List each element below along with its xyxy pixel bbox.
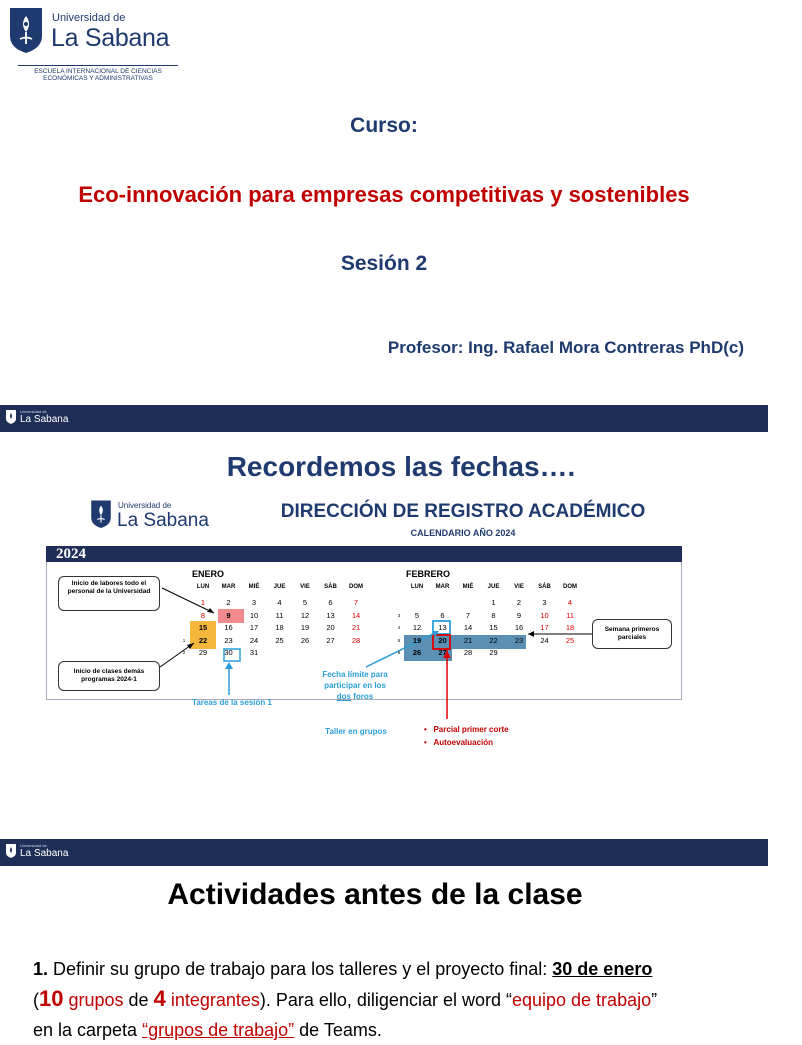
slide-header-banner <box>0 839 768 866</box>
note-fecha-limite <box>305 669 405 702</box>
day-of-week-header: JUE <box>273 584 286 590</box>
calendar-day: 21 <box>351 623 361 633</box>
calendar-day: 3 <box>542 598 547 607</box>
note-fecha-limite-line3 <box>305 691 405 702</box>
calendar-day: 23 <box>514 635 524 645</box>
calendar-day: 28 <box>351 635 361 645</box>
calendar-day: 18 <box>565 623 575 633</box>
item-text-2: ). Para ello, diligenciar el word “ <box>259 990 512 1010</box>
day-of-week-header: LUN <box>196 584 210 590</box>
note-parcial: Parcial primer corte <box>433 725 509 734</box>
calendar-day: 13 <box>326 610 335 620</box>
calendar-day: 25 <box>275 635 284 645</box>
note-fecha-limite-line2: participar en los <box>324 681 386 690</box>
quote-close: ” <box>651 990 658 1010</box>
day-of-week-header: DOM <box>563 584 577 590</box>
calendar-day: 31 <box>249 648 259 658</box>
calendar-subheading: CALENDARIO AÑO 2024 <box>410 528 516 538</box>
callout-semana-parciales: Semana primeros parciales <box>592 619 672 649</box>
calendar-day: 4 <box>567 598 573 607</box>
course-label: Curso: <box>350 114 418 137</box>
callout-inicio-clases: Inicio de clases demás programas 2024-1 <box>58 661 160 691</box>
professor-name: Profesor: Ing. Rafael Mora Contreras PhD(c) <box>387 338 744 357</box>
calendar-day: 24 <box>249 635 259 645</box>
calendar-day: 19 <box>412 635 422 645</box>
calendar-day: 23 <box>224 635 233 645</box>
calendar-logo-small: Universidad de <box>118 501 172 510</box>
calendar-day: 30 <box>224 648 233 658</box>
note-dos: dos <box>336 692 351 701</box>
calendar-day: 10 <box>540 610 549 620</box>
calendar-day: 5 <box>414 610 420 620</box>
dates-slide <box>0 433 768 839</box>
activity-item-1 <box>33 954 745 1045</box>
calendar-day: 3 <box>251 598 257 607</box>
calendar-day: 20 <box>438 635 447 645</box>
slide-header-banner <box>0 405 768 432</box>
item-text-4: de Teams. <box>294 1020 382 1040</box>
calendar-day: 6 <box>440 610 445 620</box>
callout-inicio-labores: Inicio de labores todo el personal de la Universidad <box>58 576 160 611</box>
calendar-day: 26 <box>300 635 310 645</box>
calendar-day: 15 <box>489 623 498 633</box>
day-of-week-header: MAR <box>221 584 236 590</box>
dates-slide-title: Recordemos las fechas…. <box>226 451 576 482</box>
calendar-day: 4 <box>277 598 282 607</box>
calendar-day: 1 <box>491 598 496 607</box>
calendar-day: 29 <box>489 648 498 658</box>
calendar-day: 18 <box>275 623 284 633</box>
item-number: 1. <box>33 959 49 979</box>
banner-crest-icon <box>6 844 16 858</box>
day-of-week-header: VIE <box>300 584 310 590</box>
calendar-day: 12 <box>412 623 422 633</box>
activities-title: Actividades antes de la clase <box>167 878 583 911</box>
calendar-day: 17 <box>249 623 259 633</box>
university-crest-icon <box>8 6 44 54</box>
month-label-enero: ENERO <box>192 569 225 579</box>
calendar-day: 14 <box>463 623 473 633</box>
calendar-year: 2024 <box>56 546 86 562</box>
logo-school-name: ESCUELA INTERNACIONAL DE CIENCIAS ECONÓMICAS Y ADMINISTRATIVAS <box>34 68 162 82</box>
logo-divider <box>18 65 178 66</box>
equipo-word: equipo de trabajo <box>511 990 652 1010</box>
week-number: 6 <box>397 650 401 656</box>
calendar-day: 27 <box>326 635 335 645</box>
week-number: 1 <box>182 637 186 643</box>
calendar-day: 28 <box>463 648 473 658</box>
item-text-3: en la carpeta <box>33 1020 143 1040</box>
note-parcial-list <box>424 723 509 749</box>
calendar-day: 17 <box>540 623 549 633</box>
note-tareas: Tareas de la sesión 1 <box>192 698 272 707</box>
note-foros: foros <box>351 692 374 701</box>
calendar-day: 5 <box>302 598 308 607</box>
day-of-week-header: VIE <box>514 584 524 590</box>
calendar-day: 6 <box>328 598 333 607</box>
calendar-day: 14 <box>351 610 361 620</box>
calendar-day: 24 <box>540 635 549 645</box>
note-fecha-limite-line1: Fecha límite para <box>322 670 388 679</box>
calendar-day: 26 <box>412 648 422 658</box>
day-of-week-header: MIÉ <box>248 584 260 590</box>
calendar-day: 11 <box>566 610 574 620</box>
grupos-word: grupos <box>63 990 124 1010</box>
day-of-week-header: MIÉ <box>462 584 474 590</box>
calendar-heading: DIRECCIÓN DE REGISTRO ACADÉMICO <box>280 501 646 522</box>
calendar-logo-big: La Sabana <box>117 510 209 531</box>
banner-logo-small: Universidad de <box>20 843 47 848</box>
activities-slide <box>0 866 768 1040</box>
day-of-week-header: MAR <box>435 584 450 590</box>
day-of-week-header: JUE <box>487 584 500 590</box>
calendar-day: 8 <box>491 610 496 620</box>
week-number: 2 <box>182 650 186 656</box>
banner-logo-big: La Sabana <box>20 414 69 425</box>
day-of-week-header: LUN <box>410 584 424 590</box>
calendar-day: 7 <box>353 598 359 607</box>
calendar-day: 9 <box>516 610 522 620</box>
calendar-day: 22 <box>198 635 208 645</box>
calendar-day: 19 <box>300 623 310 633</box>
week-number: 5 <box>397 637 401 643</box>
calendar-day: 8 <box>200 610 206 620</box>
calendar-day: 25 <box>565 635 575 645</box>
month-label-febrero: FEBRERO <box>406 569 451 579</box>
week-number: 4 <box>397 625 401 631</box>
calendar-day: 27 <box>438 648 447 658</box>
calendar-day: 2 <box>226 598 231 607</box>
calendar-day: 16 <box>514 623 524 633</box>
banner-crest-icon <box>6 410 16 424</box>
calendar-day: 13 <box>438 623 447 633</box>
calendar-day: 9 <box>226 610 231 620</box>
deadline-date: 30 de enero <box>552 959 653 979</box>
title-slide <box>0 0 768 405</box>
calendar-day: 21 <box>463 635 473 645</box>
day-of-week-header: SÁB <box>538 584 551 590</box>
banner-logo-big: La Sabana <box>20 848 69 859</box>
calendar-day: 12 <box>300 610 310 620</box>
calendar-day: 29 <box>198 648 208 658</box>
logo-text-big: La Sabana <box>51 24 170 52</box>
note-autoevaluacion: Autoevaluación <box>433 738 494 747</box>
note-taller: Taller en grupos <box>325 727 387 736</box>
calendar-day: 15 <box>198 623 208 633</box>
calendar-day: 11 <box>275 610 284 620</box>
calendar-day: 10 <box>249 610 259 620</box>
calendar-day: 7 <box>465 610 471 620</box>
item-text-1: Definir su grupo de trabajo para los talleres y el proyecto final: <box>48 959 553 979</box>
logo-text-small: Universidad de <box>52 12 126 24</box>
member-count: 4 <box>153 986 166 1011</box>
note-parcial-item: • Parcial primer corte <box>424 725 509 734</box>
day-of-week-header: DOM <box>349 584 363 590</box>
session-label: Sesión 2 <box>340 252 428 275</box>
calendar-day: 22 <box>489 635 498 645</box>
week-number: 3 <box>397 612 401 618</box>
banner-logo-small: Universidad de <box>20 409 47 414</box>
note-autoevaluacion-item: • Autoevaluación <box>424 738 494 747</box>
de-word: de <box>123 990 154 1010</box>
calendar-day: 20 <box>326 623 335 633</box>
calendar-day: 2 <box>516 598 522 607</box>
paren-open: ( <box>33 990 39 1010</box>
course-title: Eco-innovación para empresas competitivas y sostenibles <box>78 182 690 207</box>
group-count: 10 <box>39 986 64 1011</box>
calendar-day: 16 <box>224 623 233 633</box>
integrantes-word: integrantes <box>165 990 260 1010</box>
folder-name: “grupos de trabajo” <box>142 1020 295 1040</box>
day-of-week-header: SÁB <box>324 584 337 590</box>
calendar-day: 1 <box>200 598 206 607</box>
